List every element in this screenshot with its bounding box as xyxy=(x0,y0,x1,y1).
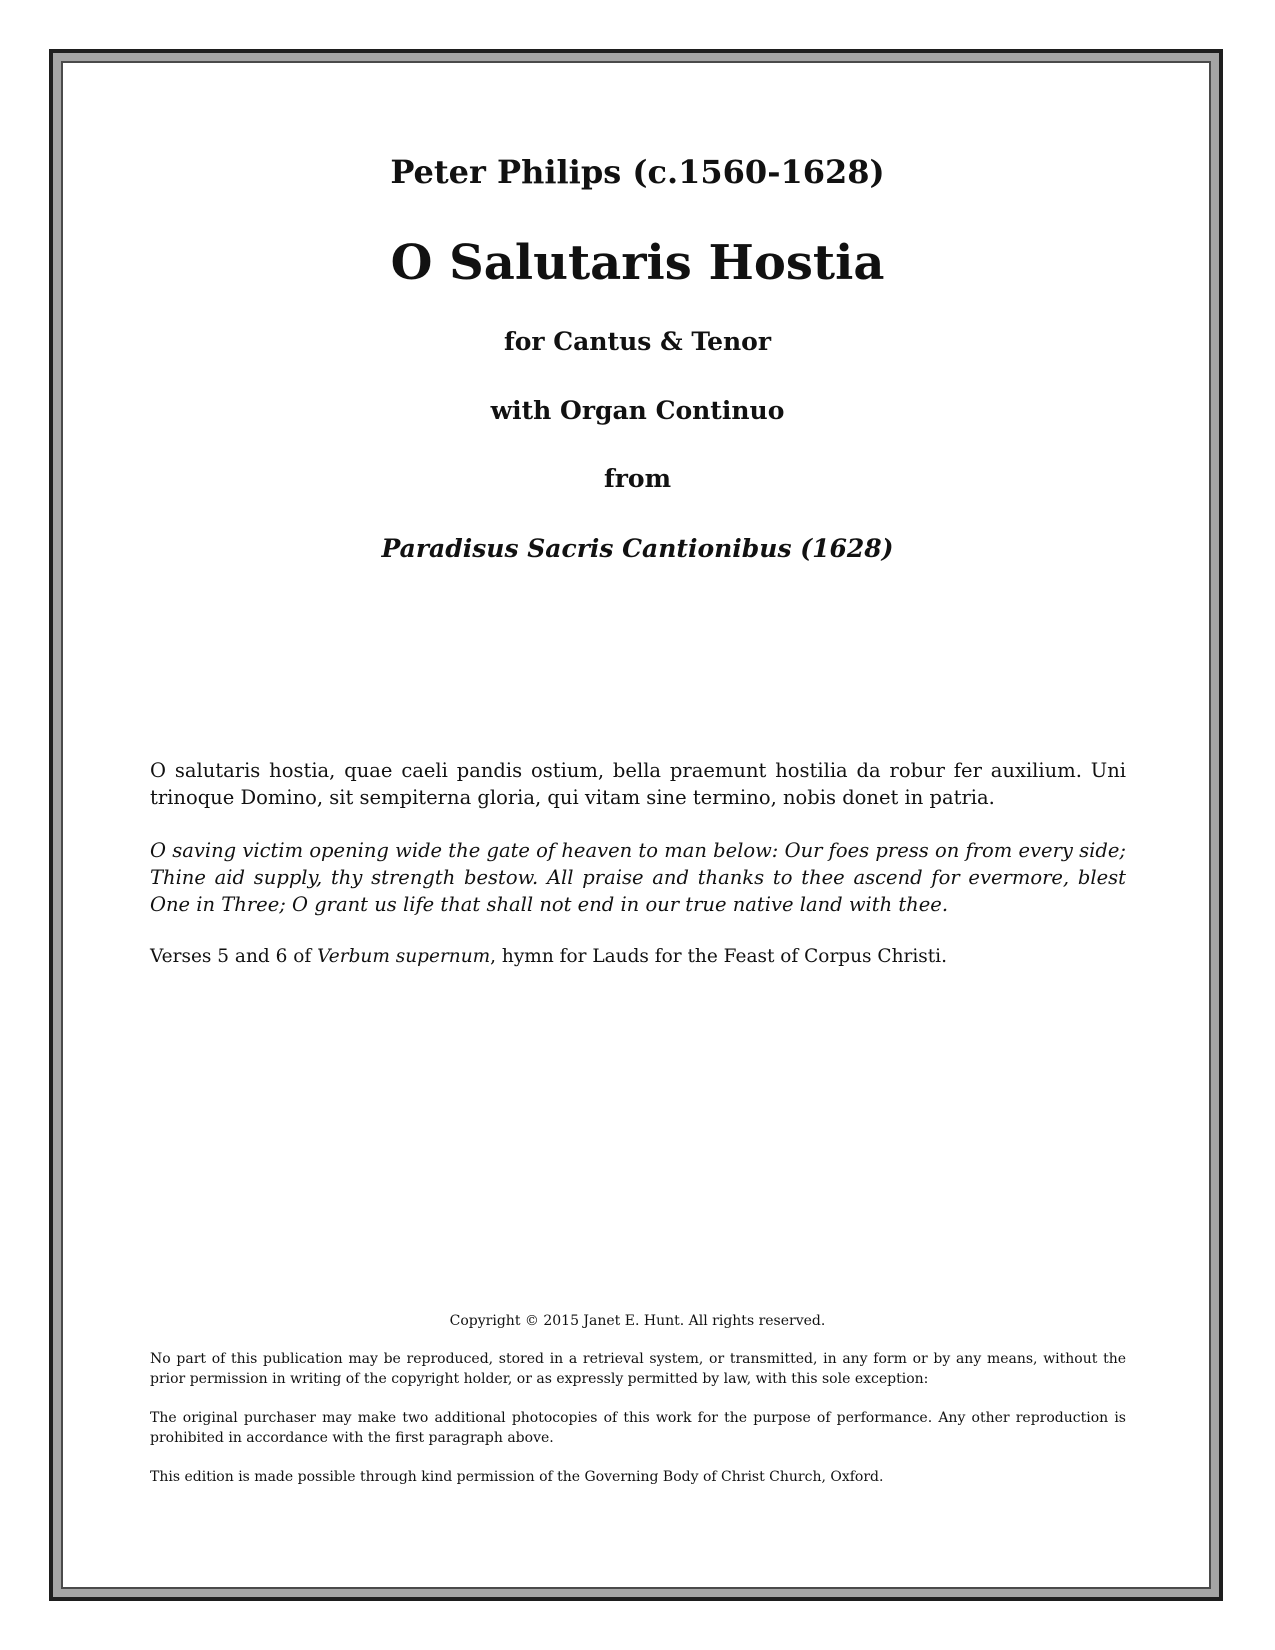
source-note-hymn-title: Verbum supernum xyxy=(317,946,491,967)
composer-heading: Peter Philips (c.1560-1628) xyxy=(390,153,885,191)
page-title: O Salutaris Hostia xyxy=(390,235,885,291)
accompaniment-line: with Organ Continuo xyxy=(490,396,785,425)
from-line: from xyxy=(603,464,672,493)
scoring-line: for Cantus & Tenor xyxy=(503,327,772,356)
legal-paragraph-1: No part of this publication may be reproduced, stored in a retrieval system, or transmitted, in any form or by any means, without the prior permission in writing of the copyright holder, or as expressly permitted by law, with this sole exception: xyxy=(150,1351,1126,1387)
source-line: Paradisus Sacris Cantionibus (1628) xyxy=(381,534,894,563)
source-note xyxy=(150,943,1126,970)
legal-paragraph-2: The original purchaser may make two additional photocopies of this work for the purpose of performance. Any other reproduction is prohibited in accordance with the first paragraph above. xyxy=(150,1410,1126,1446)
source-note-prefix: Verses 5 and 6 of xyxy=(150,946,318,967)
source-note-suffix: , hymn for Lauds for the Feast of Corpus Christi. xyxy=(490,946,947,967)
legal-paragraph-3: This edition is made possible through kind permission of the Governing Body of Christ Church, Oxford. xyxy=(150,1469,884,1485)
latin-text: O salutaris hostia, quae caeli pandis ostium, bella praemunt hostilia da robur fer auxilium. Uni trinoque Domino, sit sempiterna gloria, qui vitam sine termino, nobis donet in patria. xyxy=(150,759,1126,809)
english-translation: O saving victim opening wide the gate of heaven to man below: Our foes press on from every side; Thine aid supply, thy strength bestow. All praise and thanks to thee ascend for evermore, blest One in Three; O grant us life that shall not end in our true native land with thee. xyxy=(150,839,1126,916)
copyright-line: Copyright © 2015 Janet E. Hunt. All rights reserved. xyxy=(449,1313,826,1329)
